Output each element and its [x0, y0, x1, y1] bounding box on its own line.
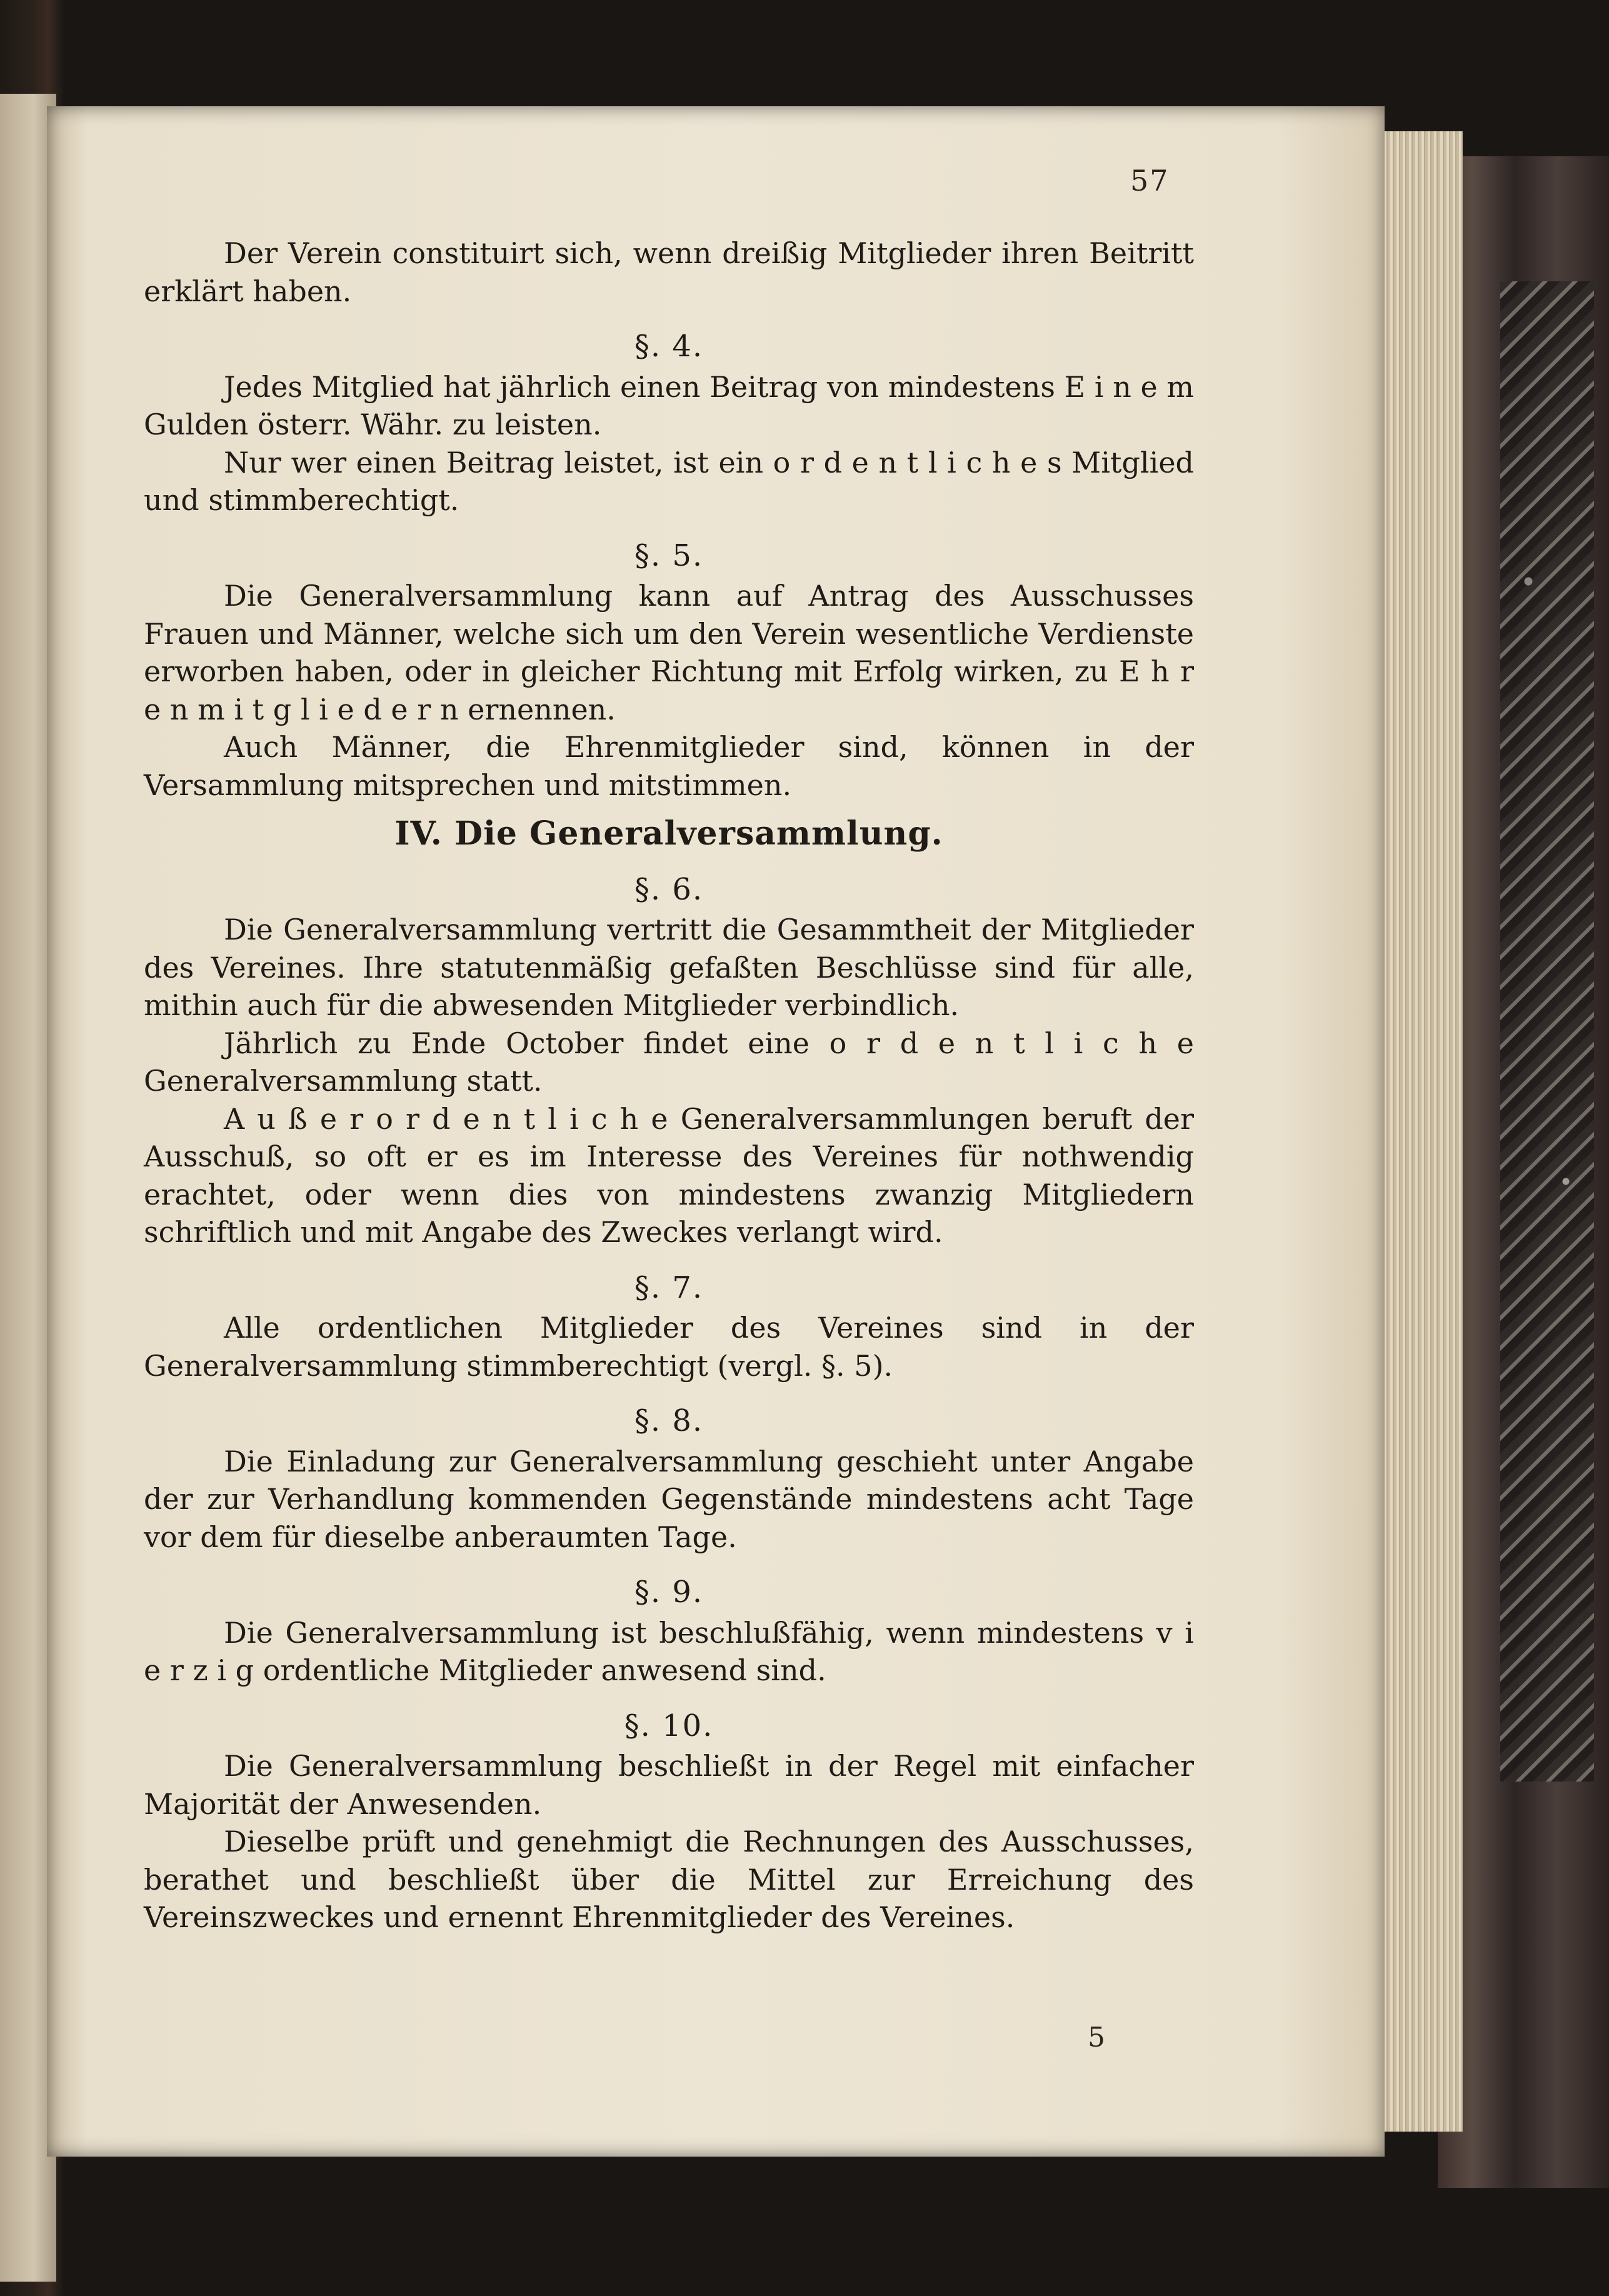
paragraph: Dieselbe prüft und genehmigt die Rechnungen des Ausschusses, berathet und beschließt über die Mittel zur Erreichung des Vereinszweckes und ernennt Ehrenmitglieder des Vereines. [144, 1825, 1194, 1934]
paragraph: Alle ordentlichen Mitglieder des Vereines sind in der Generalversammlung stimmberechtigt (vergl. §. 5). [144, 1311, 1194, 1383]
paragraph: Jedes Mitglied hat jährlich einen Beitrag von mindestens E i n e m Gulden österr. Währ. zu leisten. [144, 369, 1194, 441]
section-sign: §. 5. [634, 538, 704, 573]
paragraph: Die Einladung zur Generalversammlung geschieht unter Angabe der zur Verhandlung kommenden Gegenstände mindestens acht Tage vor dem für dieselbe anberaumten Tage. [144, 1444, 1194, 1554]
section-sign: §. 4. [634, 329, 704, 364]
paragraph: Nur wer einen Beitrag leistet, ist ein o r d e n t l i c h e s Mitglied und stimmberechtigt. [144, 445, 1194, 517]
section-sign: §. 8. [634, 1403, 704, 1438]
paragraph: Die Generalversammlung ist beschlußfähig, wenn mindestens v i e r z i g ordentliche Mitglieder anwesend sind. [144, 1615, 1194, 1687]
marbled-board [1500, 281, 1594, 1782]
paragraph: Die Generalversammlung kann auf Antrag des Ausschusses Frauen und Männer, welche sich um den Verein wesentliche Verdienste erworben haben, oder in gleicher Richtung mit Erfolg wirken, zu E h r e n m i t g l i e d e r n ernennen. [144, 579, 1194, 726]
paragraph: Die Generalversammlung beschließt in der Regel mit einfacher Majorität der Anwesenden. [144, 1749, 1194, 1821]
page-text [144, 234, 1194, 1937]
section-sign: §. 7. [634, 1270, 704, 1305]
page-number: 57 [1130, 164, 1170, 198]
section-sign: §. 9. [634, 1575, 704, 1610]
section-sign: §. 10. [624, 1708, 714, 1743]
sheet-signature-number: 5 [1088, 2022, 1105, 2053]
paragraph: Auch Männer, die Ehrenmitglieder sind, können in der Versammlung mitsprechen und mitstimmen. [144, 730, 1194, 802]
paragraph: A u ß e r o r d e n t l i c h e Generalversammlungen beruft der Ausschuß, so oft er es im Interesse des Vereines für nothwendig erachtet, oder wenn dies von mindestens zwanzig Mitgliedern schriftlich und mit Angabe des Zweckes verlangt wird. [144, 1101, 1194, 1249]
paragraph: Der Verein constituirt sich, wenn dreißig Mitglieder ihren Beitritt erklärt haben. [144, 236, 1194, 308]
section-sign: §. 6. [634, 871, 704, 907]
paragraph: Jährlich zu Ende October findet eine o r d e n t l i c h e Generalversammlung statt. [144, 1026, 1194, 1098]
paragraph: Die Generalversammlung vertritt die Gesammtheit der Mitglieder des Vereines. Ihre statutenmäßig gefaßten Beschlüsse sind für alle, mithin auch für die abwesenden Mitglieder verbindlich. [144, 913, 1194, 1022]
chapter-heading: IV. Die Generalversammlung. [394, 815, 943, 853]
